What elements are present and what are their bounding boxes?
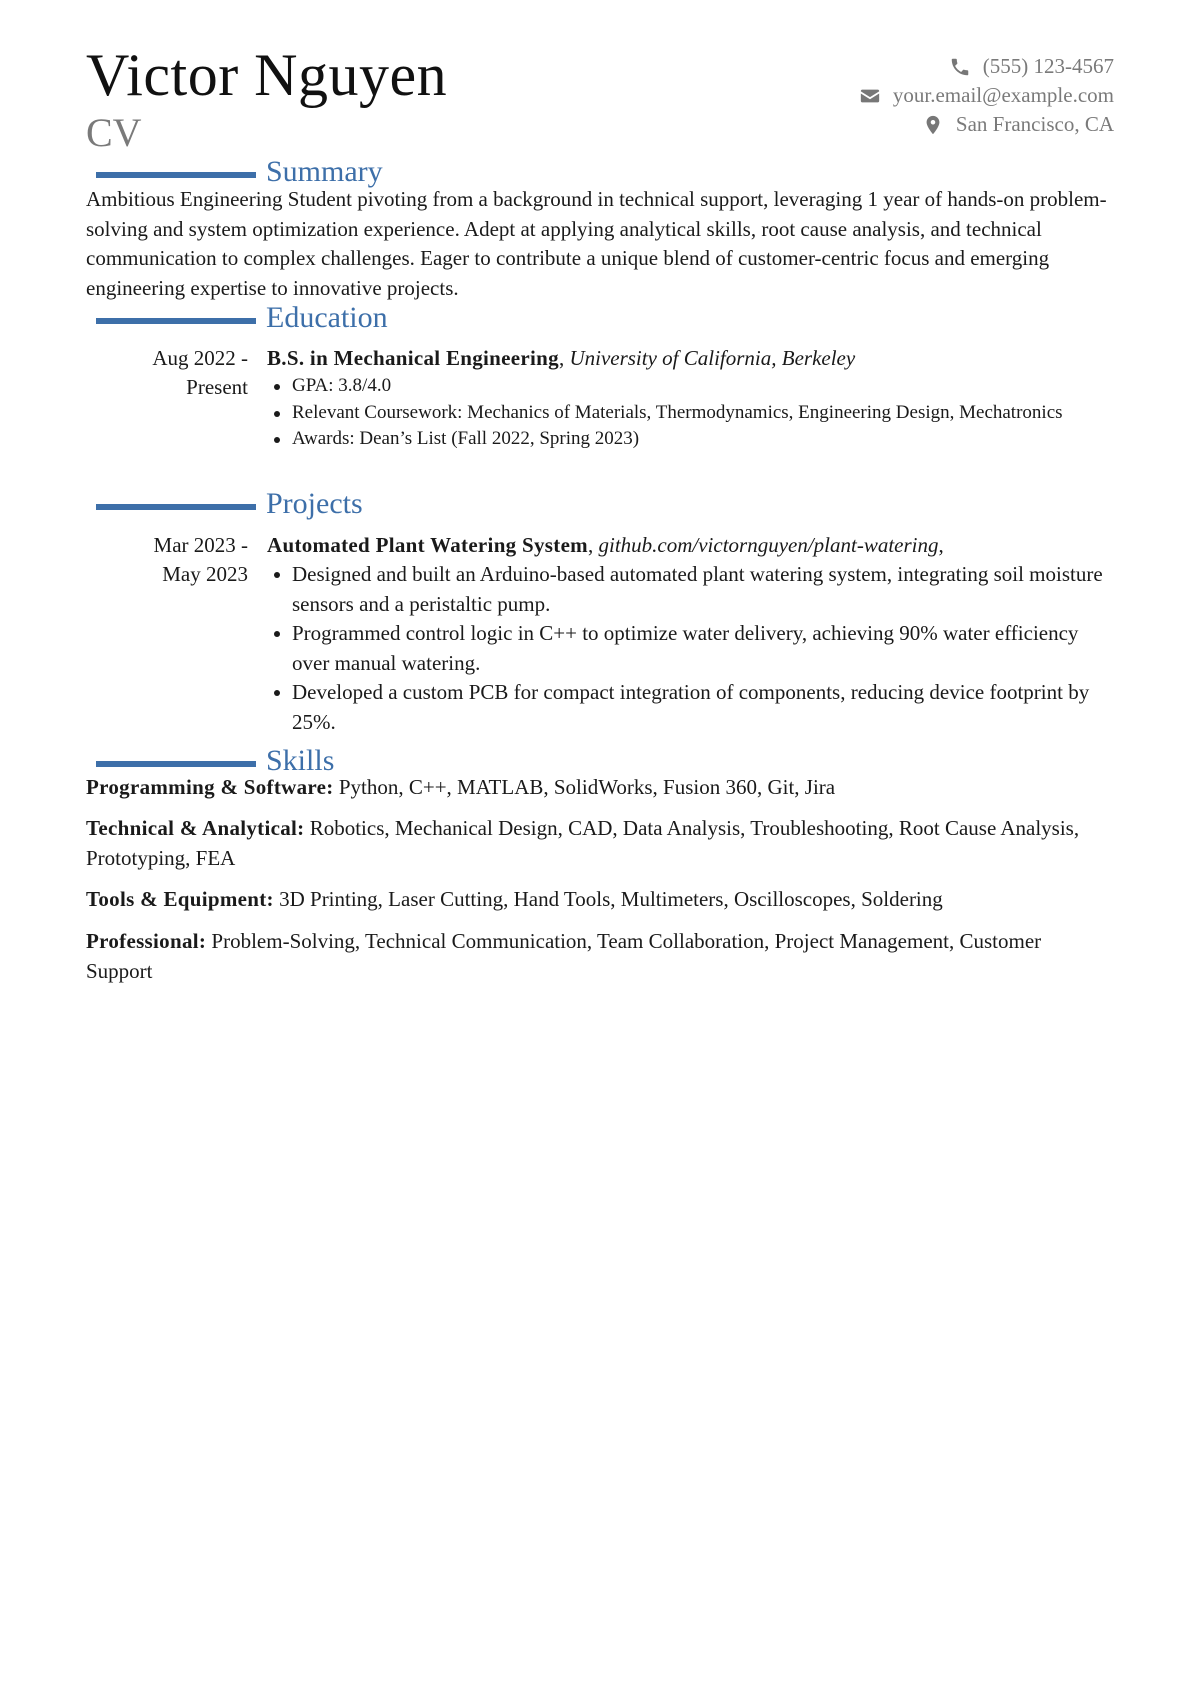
skill-group <box>86 773 1110 803</box>
education-bullets <box>267 373 1067 453</box>
institution-name: University of California, Berkeley <box>569 346 856 370</box>
document-subtitle: CV <box>86 110 142 155</box>
skill-group <box>86 814 1110 873</box>
section-accent-bar <box>96 761 256 767</box>
project-link[interactable]: github.com/victornguyen/plant-watering <box>598 533 939 557</box>
contact-location <box>694 110 1114 139</box>
list-item: Relevant Coursework: Mechanics of Materials, Thermodynamics, Engineering Design, Mechatronics <box>267 400 1067 427</box>
phone-icon <box>949 56 971 78</box>
list-item: Designed and built an Arduino-based automated plant watering system, integrating soil moisture sensors and a peristaltic pump. <box>267 560 1109 619</box>
section-accent-bar <box>96 318 256 324</box>
contact-email <box>694 81 1114 110</box>
project-bullets <box>267 560 1109 737</box>
education-entry <box>267 344 1107 453</box>
section-header-summary <box>96 155 1096 189</box>
skill-label: Professional: <box>86 929 207 953</box>
project-date <box>86 531 248 589</box>
heading-trailing: , <box>938 533 944 557</box>
skill-items: Problem-Solving, Technical Communication, Team Collaboration, Project Management, Customer Support <box>86 929 1042 983</box>
section-accent-bar <box>96 504 256 510</box>
list-item: GPA: 3.8/4.0 <box>267 373 1067 400</box>
skill-items: 3D Printing, Laser Cutting, Hand Tools, Multimeters, Oscilloscopes, Soldering <box>279 887 943 911</box>
email-address: your.email@example.com <box>892 83 1114 107</box>
education-heading <box>267 344 1107 373</box>
skill-label: Programming & Software: <box>86 775 334 799</box>
section-title-projects: Projects <box>266 487 363 520</box>
degree-title: B.S. in Mechanical Engineering <box>267 346 559 370</box>
contact-block <box>694 52 1114 139</box>
project-date-end: May 2023 <box>162 562 248 586</box>
project-heading <box>267 531 1107 560</box>
heading-separator: , <box>558 346 565 370</box>
location-text: San Francisco, CA <box>955 112 1114 136</box>
skill-group <box>86 927 1110 986</box>
skill-items: Robotics, Mechanical Design, CAD, Data Analysis, Troubleshooting, Root Cause Analysis, Prototyping, FEA <box>86 816 1080 870</box>
person-name: Victor Nguyen <box>86 42 448 108</box>
section-title-summary: Summary <box>266 155 383 188</box>
map-marker-icon <box>922 114 944 136</box>
list-item: Programmed control logic in C++ to optimize water delivery, achieving 90% water efficiency over manual watering. <box>267 619 1109 678</box>
skill-label: Technical & Analytical: <box>86 816 305 840</box>
project-date-start: Mar 2023 - <box>153 533 248 557</box>
section-accent-bar <box>96 172 256 178</box>
list-item: Awards: Dean’s List (Fall 2022, Spring 2023) <box>267 426 1067 453</box>
summary-text: Ambitious Engineering Student pivoting from a background in technical support, leveraging 1 year of hands-on problem-solving and system optimization experience. Adept at applying analytical skills, root cause analysis, and technical communication to complex challenges. Eager to contribute a unique blend of customer-centric focus and emerging engineering expertise to innovative projects. <box>86 187 1107 300</box>
section-title-education: Education <box>266 301 388 334</box>
section-header-education <box>96 301 1096 335</box>
education-date-start: Aug 2022 - <box>152 346 248 370</box>
list-item: Developed a custom PCB for compact integration of components, reducing device footprint by 25%. <box>267 678 1109 737</box>
contact-phone <box>694 52 1114 81</box>
section-title-skills: Skills <box>266 744 335 777</box>
heading-separator: , <box>587 533 594 557</box>
education-date-end: Present <box>186 375 248 399</box>
envelope-icon <box>859 85 881 107</box>
skill-items: Python, C++, MATLAB, SolidWorks, Fusion 360, Git, Jira <box>338 775 836 799</box>
project-name: Automated Plant Watering System <box>267 533 588 557</box>
education-date <box>86 344 248 402</box>
section-header-projects <box>96 487 1096 521</box>
skill-label: Tools & Equipment: <box>86 887 274 911</box>
skill-group <box>86 885 1110 915</box>
project-entry <box>267 531 1107 737</box>
phone-number: (555) 123-4567 <box>982 54 1114 78</box>
